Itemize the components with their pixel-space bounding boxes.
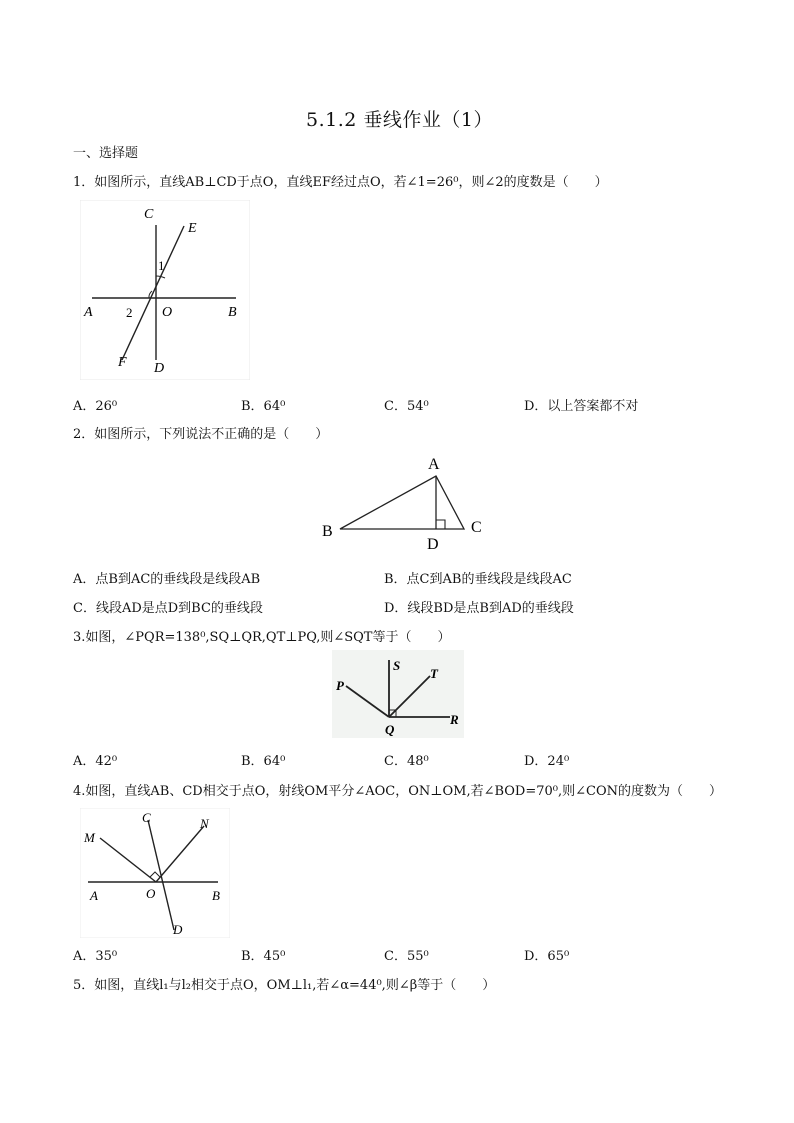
question-3-option-d[interactable]: D．24⁰ xyxy=(524,754,570,769)
fig1-label-a: A xyxy=(84,305,93,320)
fig1-label-f: F xyxy=(118,355,127,370)
question-4-figure xyxy=(80,808,230,938)
fig3-label-s: S xyxy=(393,658,401,673)
question-1-figure xyxy=(80,200,250,380)
fig1-label-e: E xyxy=(188,221,197,236)
fig1-label-2: 2 xyxy=(126,305,133,320)
fig4-label-d: D xyxy=(173,922,183,937)
question-3-stem: 3.如图，∠PQR=138⁰,SQ⊥QR,QT⊥PQ,则∠SQT等于（ ） xyxy=(73,630,451,645)
question-1-option-c[interactable]: C．54⁰ xyxy=(384,399,429,414)
section-heading: 一、选择题 xyxy=(73,146,139,161)
fig4-label-a: A xyxy=(90,888,98,903)
question-1-stem: 1．如图所示，直线AB⊥CD于点O，直线EF经过点O，若∠1=26⁰，则∠2的度数是（ ） xyxy=(73,175,608,190)
question-3-option-a[interactable]: A．42⁰ xyxy=(73,754,118,769)
fig1-label-d: D xyxy=(154,361,165,376)
question-4-option-c[interactable]: C．55⁰ xyxy=(384,949,429,964)
fig1-label-b: B xyxy=(228,305,237,320)
fig3-label-q: Q xyxy=(385,722,395,737)
fig3-label-t: T xyxy=(430,666,438,681)
question-1-option-d[interactable]: D．以上答案都不对 xyxy=(524,399,639,414)
question-4-stem: 4.如图，直线AB、CD相交于点O，射线OM平分∠AOC，ON⊥OM,若∠BOD=70⁰,则∠CON的度数为（ ） xyxy=(73,784,723,799)
question-4-option-b[interactable]: B．45⁰ xyxy=(241,949,286,964)
question-2-option-c[interactable]: C．线段AD是点D到BC的垂线段 xyxy=(73,601,263,616)
question-1-option-b[interactable]: B．64⁰ xyxy=(241,399,286,414)
fig2-label-d: D xyxy=(427,536,439,553)
fig1-label-o: O xyxy=(162,305,173,320)
question-3-option-c[interactable]: C．48⁰ xyxy=(384,754,429,769)
fig4-label-c: C xyxy=(142,810,151,825)
question-2-stem: 2．如图所示，下列说法不正确的是（ ） xyxy=(73,427,329,442)
page-title: 5.1.2 垂线作业（1） xyxy=(306,109,493,131)
question-4-option-a[interactable]: A．35⁰ xyxy=(73,949,118,964)
fig4-label-m: M xyxy=(84,830,95,845)
question-1-option-a[interactable]: A．26⁰ xyxy=(73,399,118,414)
fig4-label-o: O xyxy=(146,886,156,901)
question-3-option-b[interactable]: B．64⁰ xyxy=(241,754,286,769)
fig3-label-r: R xyxy=(450,712,459,727)
fig2-label-b: B xyxy=(322,523,333,540)
fig4-label-n: N xyxy=(200,816,209,831)
question-2-option-a[interactable]: A．点B到AC的垂线段是线段AB xyxy=(73,572,261,587)
fig2-label-a: A xyxy=(428,456,440,473)
fig1-label-1: 1 xyxy=(158,258,165,273)
fig2-label-c: C xyxy=(471,519,482,536)
question-2-option-d[interactable]: D．线段BD是点B到AD的垂线段 xyxy=(384,601,574,616)
question-3-figure xyxy=(332,650,464,738)
question-2-option-b[interactable]: B．点C到AB的垂线段是线段AC xyxy=(384,572,572,587)
fig4-label-b: B xyxy=(212,888,220,903)
fig3-label-p: P xyxy=(336,678,344,693)
fig1-label-c: C xyxy=(144,207,154,222)
question-2-figure xyxy=(316,450,491,555)
question-5-stem: 5．如图，直线l₁与l₂相交于点O，OM⊥l₁,若∠α=44⁰,则∠β等于（ ） xyxy=(73,978,496,993)
question-4-option-d[interactable]: D．65⁰ xyxy=(524,949,570,964)
